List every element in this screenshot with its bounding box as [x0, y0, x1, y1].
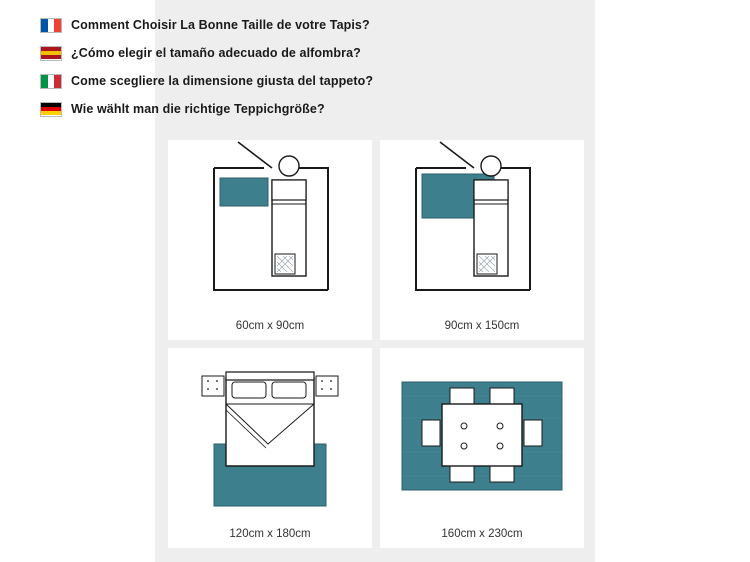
card-160x230 — [380, 348, 584, 548]
heading-row-it — [40, 68, 430, 94]
card-60x90 — [168, 140, 372, 340]
flag-italy-icon — [40, 74, 62, 89]
caption-60x90: 60cm x 90cm — [235, 320, 305, 332]
heading-row-de — [40, 96, 430, 122]
caption-90x150: 90cm x 150cm — [444, 320, 520, 332]
caption-160x230: 160cm x 230cm — [441, 528, 523, 540]
card-120x180 — [168, 348, 372, 548]
heading-text-it: Come scegliere la dimensione giusta del tappeto? — [71, 74, 374, 88]
heading-text-fr: Comment Choisir La Bonne Taille de votre Tapis? — [71, 18, 370, 32]
caption-120x180: 120cm x 180cm — [229, 528, 311, 540]
heading-text-de: Wie wählt man die richtige Teppichgröße? — [71, 102, 325, 116]
headings-list — [40, 12, 430, 124]
illustration-single-bed-small-rug — [168, 140, 372, 314]
heading-row-es — [40, 40, 430, 66]
card-90x150 — [380, 140, 584, 340]
flag-france-icon — [40, 18, 62, 33]
illustration-single-bed-medium-rug — [380, 140, 584, 314]
flag-germany-icon — [40, 102, 62, 117]
flag-spain-icon — [40, 46, 62, 61]
heading-text-es: ¿Cómo elegir el tamaño adecuado de alfombra? — [71, 46, 361, 60]
illustration-double-bed-rug — [168, 348, 372, 522]
illustration-dining-table-rug — [380, 348, 584, 522]
heading-row-fr — [40, 12, 430, 38]
